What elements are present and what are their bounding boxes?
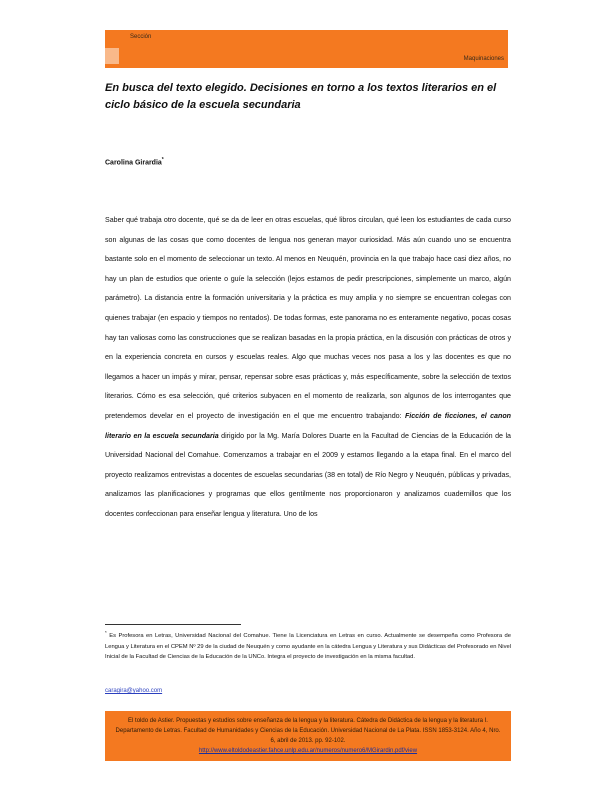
section-label: Sección: [130, 34, 152, 40]
footnote-divider: [105, 624, 241, 625]
body-paragraph-end: dirigido por la Mg. María Dolores Duarte en la Facultad de Ciencias de la Educación de la Universidad Nacional del Comahue. Comenzamos a trabajar en el 2009 y estamos llegando a la etapa final. En el marco del proyecto realizamos entrevistas a docentes de escuelas secundarias (38 en total) de Río Negro y Neuquén, públicas y privadas, analizamos las planificaciones y programas que ellos gentilmente nos proporcionaron y analizamos cuadernillos que los docentes confeccionan para enseñar lengua y literatura. Uno de los: [105, 431, 511, 518]
article-author: [105, 157, 164, 166]
article-title: En busca del texto elegido. Decisiones en torno a los textos literarios en el ciclo básico de la escuela secundaria: [105, 82, 497, 111]
project-title: Ficción de ficciones, el canon literario en la escuela secundaria: [105, 411, 511, 440]
citation-text: El toldo de Astier. Propuestas y estudios sobre enseñanza de la lengua y la literatura. Cátedra de Didáctica de la lengua y la literatura I. Departamento de Letras. Facultad de Humanidades y Ciencias de la Educación. Universidad Nacional de La Plata. ISSN 1853-3124. Año 4, Nro. 6, abril de 2013. pp. 92-102.: [115, 718, 501, 744]
body-paragraph-start: Saber qué trabaja otro docente, qué se da de leer en otras escuelas, qué libros circulan, qué leen los estudiantes de cada curso son algunas de las cosas que como docentes de lengua nos generan mayor curiosidad. Más aún cuando uno se encuentra bastante solo en el momento de seleccionar un texto. Al menos en Neuquén, provincia en la que trabajo hace casi diez años, no hay un plan de estudios que oriente o guíe la selección (lejos estamos de pedir prescripciones, simplemente un marco, algún parámetro). La distancia entre la formación universitaria y la práctica es muy amplia y no siempre se encuentran colegas con quienes trabajar (en espacio y tiempos no rentados). De todas formas, este panorama no es enteramente negativo, pocas cosas hay tan valiosas como las construcciones que se realizan basadas en la propia práctica, en la discusión con prácticas de otros y en la experiencia concreta en cursos y escuelas reales. Algo que muchas veces nos pasa a los y las docentes es que no llegamos a hacer un impás y mirar, pensar, repensar sobre esas prácticas y, más específicamente, sobre la selección de textos literarios. Cómo es esa selección, qué criterios subyacen en el momento de realizarla, son algunos de los interrogantes que pretendemos develar en el proyecto de investigación en el que me encuentro trabajando:: [105, 216, 511, 420]
footnote: [105, 628, 511, 663]
author-footnote-mark: *: [161, 157, 164, 163]
author-email-link[interactable]: caragira@yahoo.com: [105, 688, 163, 694]
author-name: Carolina Girardia: [105, 159, 162, 167]
footnote-mark: *: [105, 630, 107, 635]
citation-link[interactable]: http://www.eltoldodeastier.fahce.unlp.edu.ar/numeros/numero6/MGirardin.pdf/view: [198, 748, 418, 754]
journal-logo: [105, 48, 119, 64]
article-body: [105, 211, 511, 525]
section-header-bar: [105, 30, 508, 68]
section-name: Maquinaciones: [463, 56, 504, 62]
footnote-text: Es Profesora en Letras, Universidad Nacional del Comahue. Tiene la Licenciatura en Letras en curso. Actualmente se desempeña como Profesora de Lengua y Literatura en el CPEM Nº 29 de la ciudad de Neuquén y como ayudante en la cátedra Lengua y Literatura y sus Didácticas del Profesorado en Nivel Inicial de la Facultad de Ciencias de la Educación de la UNCo. Integra el proyecto de investigación en la misma facultad.: [105, 632, 511, 661]
citation-footer: [105, 711, 511, 761]
